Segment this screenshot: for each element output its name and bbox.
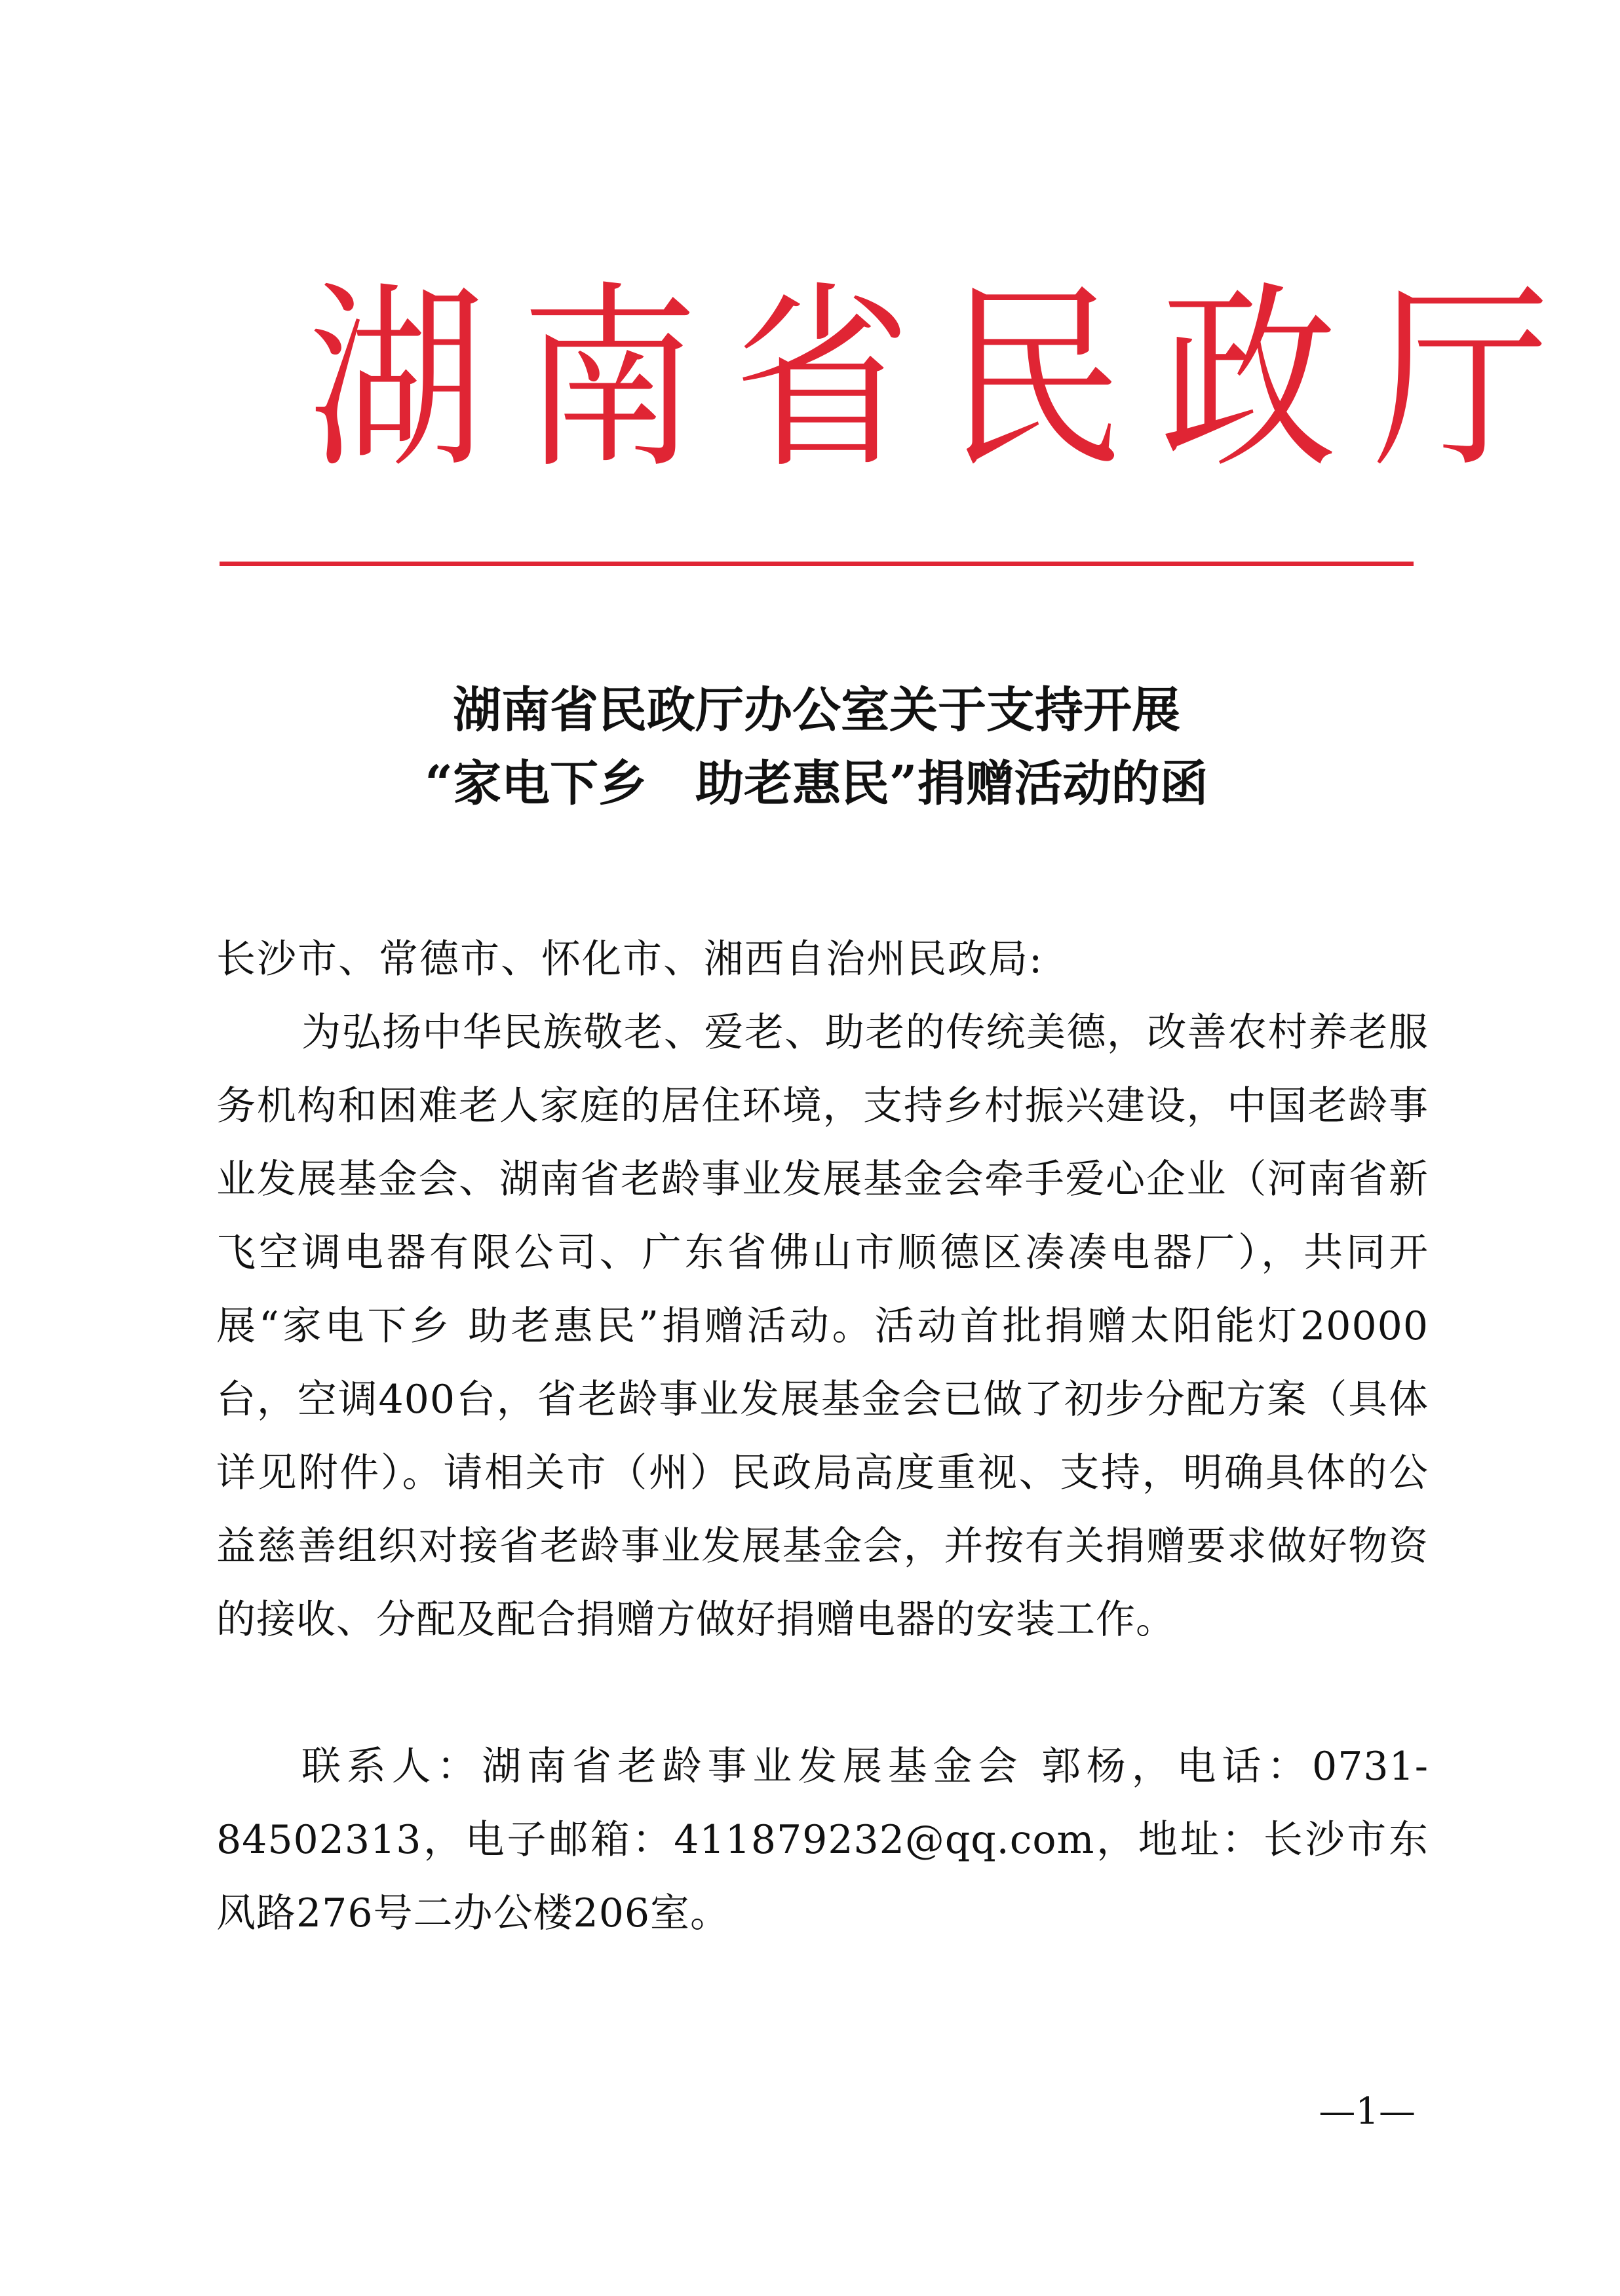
page-number: —1— [1319,2090,1416,2133]
body-paragraph-contact: 联系人：湖南省老龄事业发展基金会 郭杨，电话：0731-84502313，电子邮箱：411879232@qq.com，地址：长沙市东风路276号二办公楼206室。 [216,1744,1429,1936]
masthead-title: 湖南省民政厅 [308,263,1586,495]
document-title [220,674,1414,820]
masthead-red-rule [220,562,1414,566]
document-title-line-1: 湖南省民政厅办公室关于支持开展 [453,682,1180,738]
body-paragraph-main: 为弘扬中华民族敬老、爱老、助老的传统美德，改善农村养老服务机构和困难老人家庭的居住环境，支持乡村振兴建设，中国老龄事业发展基金会、湖南省老龄事业发展基金会牵手爱心企业（河南省新飞空调电器有限公司、广东省佛山市顺德区凑凑电器厂），共同开展“家电下乡 助老惠民”捐赠活动。活动首批捐赠太阳能灯20000台，空调400台，省老龄事业发展基金会已做了初步分配方案（具体详见附件）。请相关市（州）民政局高度重视、支持，明确具体的公益慈善组织对接省老龄事业发展基金会，并按有关捐赠要求做好物资的接收、分配及配合捐赠方做好捐赠电器的安装工作。 [216,1010,1429,1643]
recipients-line: 长沙市、常德市、怀化市、湘西自治州民政局: [216,936,1044,982]
document-title-line-2: “家电下乡 助老惠民”捐赠活动的函 [425,756,1208,812]
